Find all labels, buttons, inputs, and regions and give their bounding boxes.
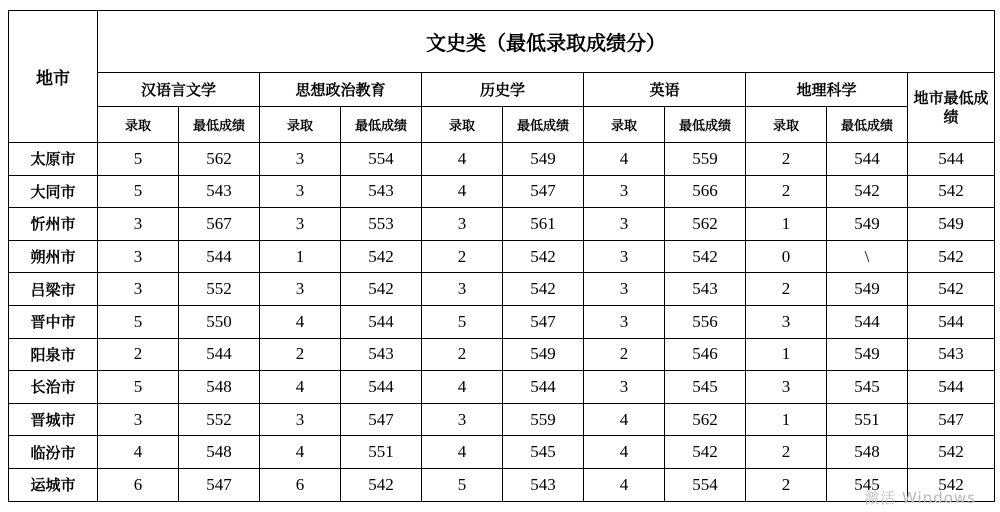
city-name-cell: 晋城市 bbox=[9, 403, 98, 436]
admit-count-cell: 2 bbox=[98, 338, 179, 371]
table-row bbox=[9, 143, 995, 176]
min-score-header: 最低成绩 bbox=[179, 107, 260, 143]
city-min-header: 地市最低成绩 bbox=[908, 73, 995, 143]
admit-count-header: 录取 bbox=[260, 107, 341, 143]
min-score-cell: 544 bbox=[341, 371, 422, 404]
min-score-cell: 543 bbox=[341, 338, 422, 371]
min-score-cell: 545 bbox=[827, 468, 908, 501]
min-score-cell: 545 bbox=[665, 371, 746, 404]
admit-count-cell: 2 bbox=[422, 240, 503, 273]
admit-count-cell: 2 bbox=[260, 338, 341, 371]
admit-count-cell: 5 bbox=[98, 143, 179, 176]
min-score-cell: 566 bbox=[665, 175, 746, 208]
city-min-score-cell: 547 bbox=[908, 403, 995, 436]
admit-count-cell: 3 bbox=[260, 175, 341, 208]
admit-count-cell: 3 bbox=[422, 403, 503, 436]
admit-count-cell: 3 bbox=[584, 305, 665, 338]
min-score-cell: 551 bbox=[341, 436, 422, 469]
admit-count-header: 录取 bbox=[746, 107, 827, 143]
city-name-cell: 运城市 bbox=[9, 468, 98, 501]
city-min-score-cell: 542 bbox=[908, 240, 995, 273]
city-name-cell: 吕梁市 bbox=[9, 273, 98, 306]
min-score-cell: 552 bbox=[179, 273, 260, 306]
admit-count-header: 录取 bbox=[422, 107, 503, 143]
subject-header: 汉语言文学 bbox=[98, 73, 260, 107]
city-min-score-cell: 542 bbox=[908, 468, 995, 501]
admit-count-cell: 6 bbox=[260, 468, 341, 501]
table-row bbox=[9, 305, 995, 338]
city-name-cell: 朔州市 bbox=[9, 240, 98, 273]
min-score-cell: 542 bbox=[665, 436, 746, 469]
table-row bbox=[9, 468, 995, 501]
city-name-cell: 晋中市 bbox=[9, 305, 98, 338]
city-name-cell: 太原市 bbox=[9, 143, 98, 176]
admit-count-cell: 3 bbox=[98, 208, 179, 241]
table-row bbox=[9, 371, 995, 404]
min-score-cell: 548 bbox=[827, 436, 908, 469]
city-name-cell: 忻州市 bbox=[9, 208, 98, 241]
admit-count-cell: 4 bbox=[98, 436, 179, 469]
admit-count-cell: 2 bbox=[746, 273, 827, 306]
admit-count-cell: 5 bbox=[98, 305, 179, 338]
table-title: 文史类（最低录取成绩分） bbox=[98, 11, 995, 73]
admit-count-cell: 3 bbox=[260, 208, 341, 241]
min-score-cell: 567 bbox=[179, 208, 260, 241]
admit-count-cell: 5 bbox=[98, 371, 179, 404]
admit-count-cell: 2 bbox=[746, 436, 827, 469]
min-score-cell: 559 bbox=[503, 403, 584, 436]
score-table bbox=[8, 10, 995, 502]
min-score-cell: 546 bbox=[665, 338, 746, 371]
admit-count-cell: 3 bbox=[746, 371, 827, 404]
min-score-cell: 547 bbox=[503, 175, 584, 208]
min-score-cell: 554 bbox=[665, 468, 746, 501]
min-score-cell: 556 bbox=[665, 305, 746, 338]
admit-count-cell: 1 bbox=[746, 338, 827, 371]
min-score-cell: 544 bbox=[341, 305, 422, 338]
admit-count-cell: 5 bbox=[422, 468, 503, 501]
min-score-cell: 544 bbox=[827, 305, 908, 338]
subject-row bbox=[9, 73, 995, 107]
admit-count-cell: 3 bbox=[584, 371, 665, 404]
min-score-cell: 542 bbox=[503, 273, 584, 306]
admit-count-cell: 3 bbox=[98, 273, 179, 306]
admit-count-cell: 5 bbox=[422, 305, 503, 338]
admit-count-header: 录取 bbox=[584, 107, 665, 143]
admit-count-cell: 4 bbox=[260, 305, 341, 338]
admit-count-cell: 2 bbox=[746, 175, 827, 208]
admit-count-cell: 4 bbox=[584, 468, 665, 501]
admit-count-cell: 3 bbox=[260, 403, 341, 436]
admit-count-cell: 2 bbox=[746, 468, 827, 501]
min-score-cell: 544 bbox=[827, 143, 908, 176]
min-score-cell: 542 bbox=[341, 468, 422, 501]
min-score-cell: 552 bbox=[179, 403, 260, 436]
score-sheet bbox=[8, 10, 994, 507]
city-min-score-cell: 549 bbox=[908, 208, 995, 241]
min-score-cell: 543 bbox=[665, 273, 746, 306]
min-score-header: 最低成绩 bbox=[827, 107, 908, 143]
admit-count-cell: 1 bbox=[746, 403, 827, 436]
admit-count-cell: 4 bbox=[422, 436, 503, 469]
city-min-score-cell: 542 bbox=[908, 436, 995, 469]
min-score-header: 最低成绩 bbox=[665, 107, 746, 143]
min-score-cell: 548 bbox=[179, 436, 260, 469]
admit-count-cell: 3 bbox=[746, 305, 827, 338]
min-score-cell: 548 bbox=[179, 371, 260, 404]
table-row bbox=[9, 338, 995, 371]
min-score-cell: \ bbox=[827, 240, 908, 273]
min-score-header: 最低成绩 bbox=[503, 107, 584, 143]
admit-count-cell: 4 bbox=[260, 371, 341, 404]
admit-count-cell: 2 bbox=[422, 338, 503, 371]
min-score-cell: 550 bbox=[179, 305, 260, 338]
min-score-cell: 542 bbox=[665, 240, 746, 273]
min-score-cell: 559 bbox=[665, 143, 746, 176]
admit-count-cell: 3 bbox=[584, 273, 665, 306]
admit-count-cell: 0 bbox=[746, 240, 827, 273]
admit-count-cell: 3 bbox=[584, 208, 665, 241]
admit-count-cell: 3 bbox=[584, 175, 665, 208]
min-score-cell: 561 bbox=[503, 208, 584, 241]
table-row bbox=[9, 273, 995, 306]
table-row bbox=[9, 240, 995, 273]
city-name-cell: 长治市 bbox=[9, 371, 98, 404]
min-score-cell: 551 bbox=[827, 403, 908, 436]
subject-header: 英语 bbox=[584, 73, 746, 107]
min-score-cell: 562 bbox=[665, 403, 746, 436]
min-score-cell: 545 bbox=[827, 371, 908, 404]
admit-count-cell: 3 bbox=[584, 240, 665, 273]
city-min-score-cell: 544 bbox=[908, 143, 995, 176]
min-score-cell: 549 bbox=[827, 208, 908, 241]
table-row bbox=[9, 436, 995, 469]
min-score-cell: 547 bbox=[179, 468, 260, 501]
admit-count-cell: 3 bbox=[98, 240, 179, 273]
admit-count-cell: 4 bbox=[584, 143, 665, 176]
min-score-cell: 553 bbox=[341, 208, 422, 241]
admit-count-cell: 5 bbox=[98, 175, 179, 208]
subject-header: 思想政治教育 bbox=[260, 73, 422, 107]
region-header: 地市 bbox=[9, 11, 98, 143]
min-score-cell: 543 bbox=[341, 175, 422, 208]
city-min-score-cell: 542 bbox=[908, 273, 995, 306]
city-name-cell: 临汾市 bbox=[9, 436, 98, 469]
table-body bbox=[9, 143, 995, 502]
admit-count-cell: 3 bbox=[260, 273, 341, 306]
min-score-cell: 549 bbox=[503, 338, 584, 371]
city-name-cell: 阳泉市 bbox=[9, 338, 98, 371]
admit-count-cell: 4 bbox=[422, 143, 503, 176]
admit-count-cell: 4 bbox=[260, 436, 341, 469]
admit-count-cell: 3 bbox=[422, 273, 503, 306]
min-score-header: 最低成绩 bbox=[341, 107, 422, 143]
min-score-cell: 544 bbox=[503, 371, 584, 404]
table-row bbox=[9, 175, 995, 208]
admit-count-cell: 3 bbox=[98, 403, 179, 436]
city-name-cell: 大同市 bbox=[9, 175, 98, 208]
windows-activation-watermark: 激活 Windows bbox=[864, 488, 976, 507]
admit-count-cell: 1 bbox=[746, 208, 827, 241]
min-score-cell: 542 bbox=[827, 175, 908, 208]
admit-count-cell: 2 bbox=[584, 338, 665, 371]
admit-count-cell: 4 bbox=[422, 371, 503, 404]
city-min-score-cell: 543 bbox=[908, 338, 995, 371]
city-min-score-cell: 542 bbox=[908, 175, 995, 208]
admit-count-cell: 6 bbox=[98, 468, 179, 501]
min-score-cell: 547 bbox=[503, 305, 584, 338]
min-score-cell: 543 bbox=[179, 175, 260, 208]
admit-count-cell: 1 bbox=[260, 240, 341, 273]
min-score-cell: 544 bbox=[179, 240, 260, 273]
min-score-cell: 562 bbox=[179, 143, 260, 176]
admit-count-cell: 4 bbox=[584, 436, 665, 469]
min-score-cell: 549 bbox=[827, 338, 908, 371]
table-row bbox=[9, 403, 995, 436]
min-score-cell: 547 bbox=[341, 403, 422, 436]
title-row bbox=[9, 11, 995, 73]
min-score-cell: 554 bbox=[341, 143, 422, 176]
min-score-cell: 542 bbox=[341, 273, 422, 306]
min-score-cell: 549 bbox=[503, 143, 584, 176]
subject-header: 地理科学 bbox=[746, 73, 908, 107]
subject-header: 历史学 bbox=[422, 73, 584, 107]
admit-count-cell: 4 bbox=[422, 175, 503, 208]
min-score-cell: 544 bbox=[179, 338, 260, 371]
city-min-score-cell: 544 bbox=[908, 371, 995, 404]
min-score-cell: 542 bbox=[341, 240, 422, 273]
min-score-cell: 543 bbox=[503, 468, 584, 501]
admit-count-cell: 3 bbox=[260, 143, 341, 176]
min-score-cell: 542 bbox=[503, 240, 584, 273]
min-score-cell: 562 bbox=[665, 208, 746, 241]
min-score-cell: 545 bbox=[503, 436, 584, 469]
admit-count-cell: 3 bbox=[422, 208, 503, 241]
min-score-cell: 549 bbox=[827, 273, 908, 306]
sub-header-row bbox=[9, 107, 995, 143]
table-row bbox=[9, 208, 995, 241]
admit-count-header: 录取 bbox=[98, 107, 179, 143]
admit-count-cell: 2 bbox=[746, 143, 827, 176]
city-min-score-cell: 544 bbox=[908, 305, 995, 338]
admit-count-cell: 4 bbox=[584, 403, 665, 436]
